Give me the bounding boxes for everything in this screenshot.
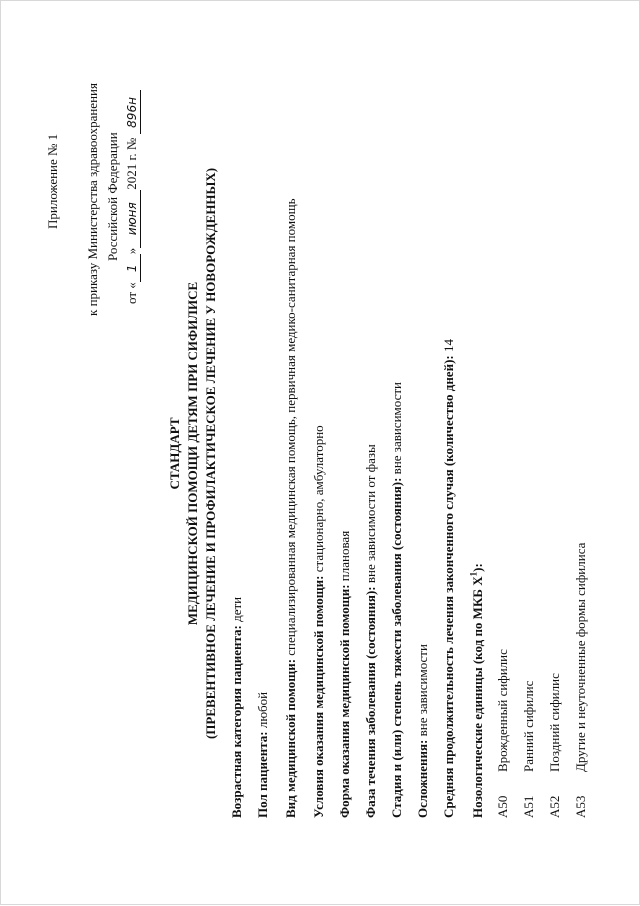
appendix-line-1: Приложение № 1 (45, 133, 60, 229)
nosology-item (573, 543, 588, 818)
field-value: любой (255, 691, 270, 729)
field-sex (255, 692, 270, 818)
field-value: стационарно, амбулаторно (311, 425, 326, 573)
nosology-name: Ранний сифилис (521, 680, 536, 772)
nosology-name: Другие и неуточненные формы сифилиса (573, 542, 588, 772)
field-age (229, 597, 244, 818)
field-value: дети (229, 596, 244, 622)
nosology-name: Врожденный сифилис (495, 649, 510, 772)
appendix-line-3: Российской Федерации (105, 132, 120, 261)
field-value: вне зависимости (415, 644, 430, 737)
nosology-item (521, 681, 536, 818)
title-line-3: (ПРЕВЕНТИВНОЕ ЛЕЧЕНИЕ И ПРОФИЛАКТИЧЕСКОЕ ЛЕЧЕНИЕ У НОВОРОЖДЕННЫХ) (203, 167, 218, 740)
field-value: вне зависимости от фазы (363, 444, 378, 584)
title-line-2: МЕДИЦИНСКОЙ ПОМОЩИ ДЕТЯМ ПРИ СИФИЛИСЕ (185, 281, 200, 626)
rotated-page-content (1, 1, 640, 906)
field-label: Осложнения: (415, 739, 430, 818)
order-number: 896н (125, 90, 141, 134)
date-day: 1 (125, 254, 141, 282)
field-value: плановая (337, 530, 352, 582)
field-label: Возрастная категория пациента: (229, 625, 244, 818)
field-duration (441, 339, 456, 818)
field-stage (389, 382, 404, 818)
nosology-footnote-mark: 1 (469, 571, 479, 577)
field-label: Фаза течения заболевания (состояния): (363, 586, 378, 818)
date-mid: » (124, 247, 139, 255)
date-month: июня (125, 190, 141, 248)
nosology-item (547, 673, 562, 818)
date-prefix: от « (124, 282, 139, 304)
field-value: 14 (441, 339, 456, 353)
nosology-code: A51 (521, 795, 536, 818)
nosology-code: A52 (547, 795, 562, 818)
field-label: Средняя продолжительность лечения законченного случая (количество дней): (441, 355, 456, 818)
date-year: 2021 г. № (124, 137, 139, 190)
field-care-type (283, 198, 298, 818)
title-line-1: СТАНДАРТ (167, 417, 182, 490)
field-label: Пол пациента: (255, 731, 270, 818)
nosology-code: A50 (495, 795, 510, 818)
field-value: специализированная медицинская помощь, первичная медико-санитарная помощь (283, 198, 298, 656)
field-care-conditions (311, 425, 326, 818)
field-label: Условия оказания медицинской помощи: (311, 575, 326, 818)
nosology-name: Поздний сифилис (547, 673, 562, 772)
field-label: Вид медицинской помощи: (283, 658, 298, 818)
field-complications (415, 644, 430, 818)
nosology-item (495, 649, 510, 818)
field-label: Стадия и (или) степень тяжести заболевания (состояния): (389, 477, 404, 818)
field-value: вне зависимости (389, 382, 404, 475)
field-nosology (467, 563, 485, 818)
field-care-form (337, 531, 352, 818)
nosology-code: A53 (573, 795, 588, 818)
field-label: Форма оказания медицинской помощи: (337, 584, 352, 818)
nosology-label: Нозологические единицы (код по МКБ $X^1$): (469, 563, 486, 818)
field-phase (363, 444, 378, 818)
appendix-line-2: к приказу Министерства здравоохранения (85, 83, 100, 316)
appendix-date-line (124, 90, 141, 304)
